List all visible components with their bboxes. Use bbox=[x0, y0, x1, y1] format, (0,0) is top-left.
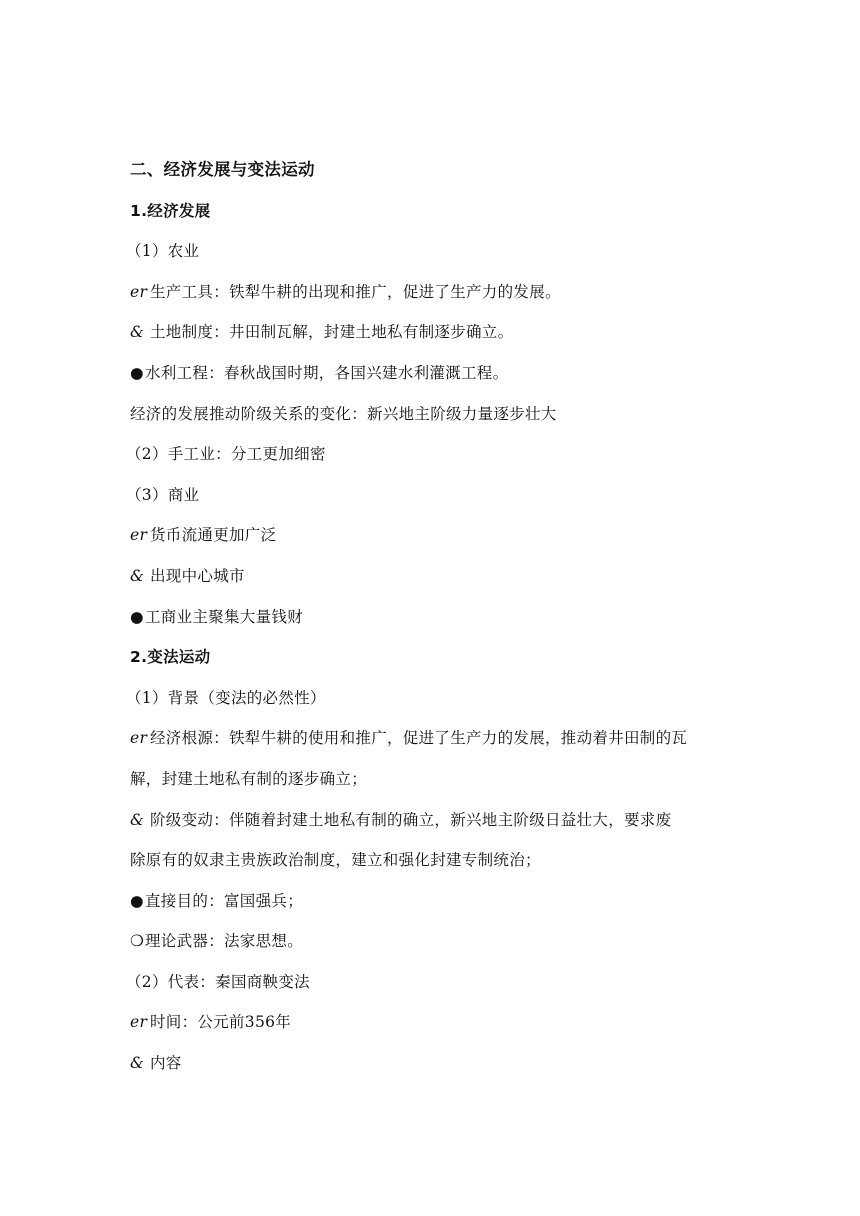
agri-item-water bbox=[130, 353, 740, 394]
bg-item-text: 直接目的：富国强兵； bbox=[145, 891, 304, 910]
commerce-title: （3）商业 bbox=[126, 485, 200, 504]
agri-title: （1）农业 bbox=[126, 242, 200, 261]
section-2-title: 2.变法运动 bbox=[130, 648, 211, 667]
class-change-text: 经济的发展推动阶级关系的变化：新兴地主阶级力量逐步壮大 bbox=[130, 404, 557, 423]
commerce-item-cities bbox=[130, 556, 740, 597]
bullet-ring-icon: ❍ bbox=[130, 932, 145, 951]
bullet-ampersand-icon: & bbox=[130, 1054, 145, 1073]
bullet-dot-icon: ● bbox=[130, 607, 144, 626]
bullet-er-icon: er bbox=[130, 1013, 148, 1032]
agri-item-text: 生产工具：铁犁牛耕的出现和推广，促进了生产力的发展。 bbox=[150, 282, 561, 301]
bg-item-economic bbox=[130, 718, 740, 759]
document-page bbox=[126, 150, 740, 1084]
bg-item-goal bbox=[130, 881, 740, 922]
bullet-dot-icon: ● bbox=[130, 891, 144, 910]
agri-item-text: 水利工程：春秋战国时期，各国兴建水利灌溉工程。 bbox=[145, 363, 509, 382]
agri-item-land bbox=[130, 312, 740, 353]
agri-item-tools bbox=[130, 272, 740, 313]
background-title: （1）背景（变法的必然性） bbox=[126, 688, 326, 707]
bullet-er-icon: er bbox=[130, 526, 148, 545]
main-heading: 二、经济发展与变法运动 bbox=[130, 160, 315, 179]
rep-item-content bbox=[130, 1043, 740, 1084]
bg-item-text: 阶级变动：伴随着封建土地私有制的确立，新兴地主阶级日益壮大，要求废 bbox=[150, 810, 672, 829]
bullet-ampersand-icon: & bbox=[130, 566, 145, 585]
rep-item-text: 时间：公元前356年 bbox=[150, 1013, 292, 1032]
commerce-item-currency bbox=[130, 515, 740, 556]
rep-item-time bbox=[130, 1002, 740, 1043]
bullet-ampersand-icon: & bbox=[130, 810, 145, 829]
bullet-ampersand-icon: & bbox=[130, 323, 145, 342]
bg-item-text: 理论武器：法家思想。 bbox=[145, 932, 304, 951]
rep-item-text: 内容 bbox=[150, 1054, 182, 1073]
bg-item-class-cont: 除原有的奴隶主贵族政治制度，建立和强化封建专制统治； bbox=[130, 851, 541, 870]
section-1-title: 1.经济发展 bbox=[130, 201, 211, 220]
bullet-er-icon: er bbox=[130, 282, 148, 301]
representative-title: （2）代表：秦国商鞅变法 bbox=[126, 972, 310, 991]
agri-item-text: 土地制度：井田制瓦解，封建土地私有制逐步确立。 bbox=[150, 323, 514, 342]
craft-text: （2）手工业：分工更加细密 bbox=[126, 445, 326, 464]
commerce-item-wealth bbox=[130, 597, 740, 638]
bg-item-economic-cont: 解，封建土地私有制的逐步确立； bbox=[130, 769, 368, 788]
bullet-er-icon: er bbox=[130, 729, 148, 748]
commerce-item-text: 工商业主聚集大量钱财 bbox=[145, 607, 304, 626]
bg-item-text: 经济根源：铁犁牛耕的使用和推广，促进了生产力的发展，推动着井田制的瓦 bbox=[150, 729, 688, 748]
commerce-item-text: 出现中心城市 bbox=[150, 566, 245, 585]
bullet-dot-icon: ● bbox=[130, 363, 144, 382]
commerce-item-text: 货币流通更加广泛 bbox=[150, 526, 277, 545]
bg-item-class bbox=[130, 800, 740, 841]
bg-item-theory bbox=[130, 921, 740, 962]
